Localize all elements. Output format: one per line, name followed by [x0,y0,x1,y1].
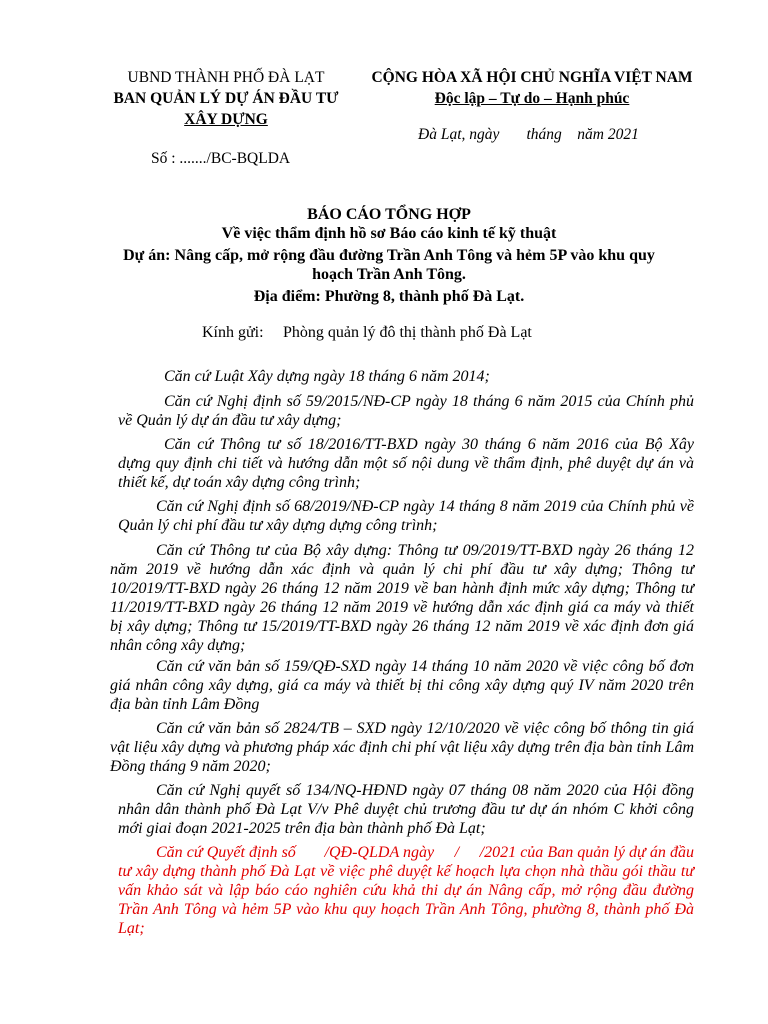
legal-basis-paragraph: Căn cứ văn bản số 159/QĐ-SXD ngày 14 tháng 10 năm 2020 về việc công bố đơn giá nhân công xây dựng, giá ca máy và thiết bị thi công xây dựng quý IV năm 2020 trên địa bàn tỉnh Lâm Đồng [110,658,694,713]
legal-basis-paragraph: Căn cứ Thông tư số 18/2016/TT-BXD ngày 30 tháng 6 năm 2016 của Bộ Xây dựng quy định chi tiết và hướng dẫn một số nội dung về thẩm định, phê duyệt dự án và thiết kế, dự toán xây dựng công trình; [118,436,694,491]
legal-basis-paragraph: Căn cứ Nghị định số 68/2019/NĐ-CP ngày 14 tháng 8 năm 2019 của Chính phủ về Quản lý chi phí đầu tư xây dựng dựng công trình; [118,498,694,534]
project-location: Địa điểm: Phường 8, thành phố Đà Lạt. [253,288,525,305]
recipient-label: Kính gửi: [202,324,264,341]
legal-basis-paragraph: Căn cứ Thông tư của Bộ xây dựng: Thông tư 09/2019/TT-BXD ngày 26 tháng 12 năm 2019 về hướng dẫn xác định và quản lý chi phí đầu tư xây dựng; Thông tư 10/2019/TT-BXD ngày 26 tháng 12 năm 2019 về ban hành định mức xây dựng; Thông tư 11/2019/TT-BXD ngày 26 tháng 12 năm 2019 về hướng dẫn xác định giá ca máy và thiết bị xây dựng; Thông tư 15/2019/TT-BXD ngày 26 tháng 12 năm 2019 về xác định đơn giá nhân công xây dựng; [110,542,694,654]
office-name-line2: XÂY DỰNG [184,111,268,128]
document-number: Số : ......./BC-BQLDA [151,150,291,167]
legal-basis-paragraph: Căn cứ Nghị định số 59/2015/NĐ-CP ngày 18 tháng 6 năm 2015 của Chính phủ về Quản lý dự án đầu tư xây dựng; [118,393,694,429]
country-name: CỘNG HÒA XÃ HỘI CHỦ NGHĨA VIỆT NAM [371,69,693,86]
place-and-date: Đà Lạt, ngày tháng năm 2021 [418,126,639,143]
legal-basis-paragraph-highlighted: Căn cứ Quyết định số /QĐ-QLDA ngày / /2021 của Ban quản lý dự án đầu tư xây dựng thành phố Đà Lạt về việc phê duyệt kế hoạch lựa chọn nhà thầu gói thầu tư vấn khảo sát và lập báo cáo nghiên cứu khả thi dự án Nâng cấp, mở rộng đầu đường Trần Anh Tông và hẻm 5P vào khu quy hoạch Trần Anh Tông, phường 8, thành phố Đà Lạt; [118,844,698,937]
legal-basis-paragraph: Căn cứ Nghị quyết số 134/NQ-HĐND ngày 07 tháng 08 năm 2020 của Hội đồng nhân dân thành phố Đà Lạt V/v Phê duyệt chủ trương đầu tư dự án nhóm C khởi công mới giai đoạn 2021-2025 trên địa bàn thành phố Đà Lạt; [118,782,694,837]
legal-basis-paragraph: Căn cứ Luật Xây dựng ngày 18 tháng 6 năm 2014; [164,368,490,385]
project-line2: hoạch Trần Anh Tông. [312,266,466,283]
report-title: BÁO CÁO TỔNG HỢP [307,206,471,223]
national-motto: Độc lập – Tự do – Hạnh phúc [434,90,630,107]
report-subject: Về việc thẩm định hồ sơ Báo cáo kinh tế kỹ thuật [221,225,557,242]
recipient-name: Phòng quản lý đô thị thành phố Đà Lạt [283,324,532,341]
agency-name: UBND THÀNH PHỐ ĐÀ LẠT [127,69,325,86]
legal-basis-paragraph: Căn cứ văn bản số 2824/TB – SXD ngày 12/10/2020 về việc công bố thông tin giá vật liệu xây dựng và phương pháp xác định chi phí vật liệu xây dựng trên địa bàn tỉnh Lâm Đồng tháng 9 năm 2020; [110,720,694,775]
project-line1: Dự án: Nâng cấp, mở rộng đầu đường Trần Anh Tông và hẻm 5P vào khu quy [123,247,655,264]
office-name-line1: BAN QUẢN LÝ DỰ ÁN ĐẦU TƯ [113,90,339,107]
